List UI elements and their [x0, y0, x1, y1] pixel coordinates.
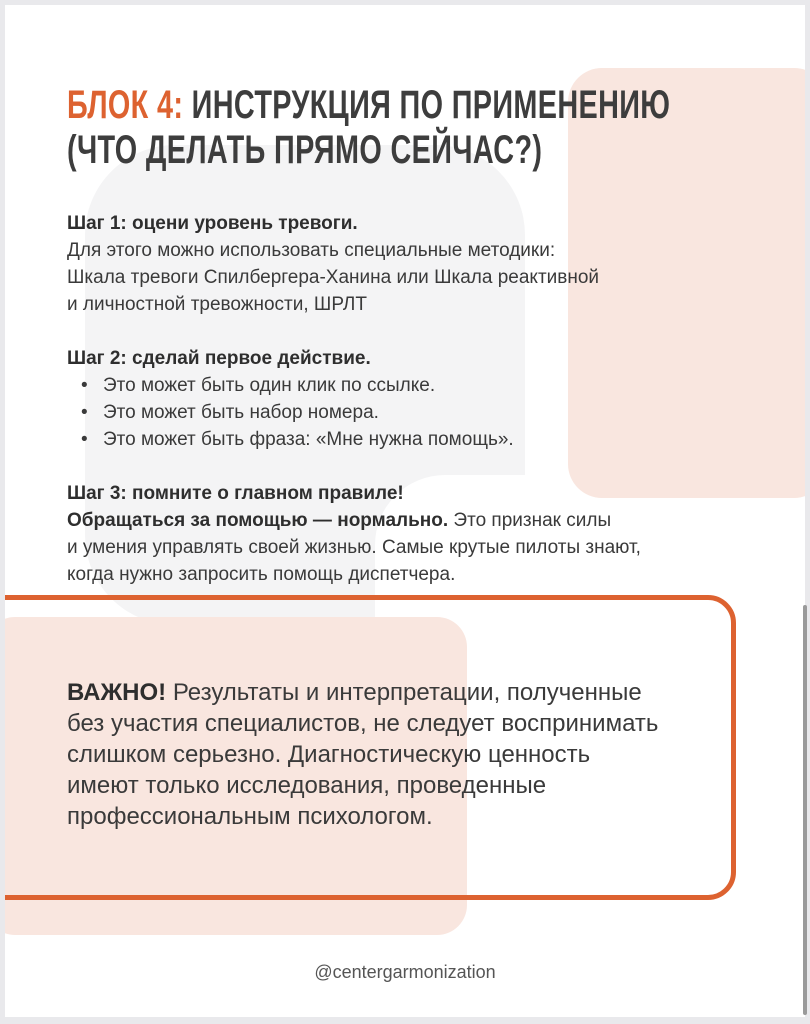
- step-3-heading: Шаг 3: помните о главном правиле!: [67, 483, 404, 504]
- important-line: Результаты и интерпретации, полученные: [166, 679, 642, 706]
- instructions: [67, 210, 737, 615]
- bullet-item: • Это может быть набор номера.: [103, 399, 737, 426]
- step-2-heading: Шаг 2: сделай первое действие.: [67, 348, 371, 369]
- step-2: [67, 345, 737, 453]
- important-line: имеют только исследования, проведенные: [67, 772, 547, 799]
- page-title: [67, 83, 670, 173]
- step-1: [67, 210, 737, 318]
- social-handle: @centergarmonization: [314, 962, 496, 982]
- bullet-item: • Это может быть один клик по ссылке.: [103, 372, 737, 399]
- important-line: без участия специалистов, не следует воспринимать: [67, 710, 659, 737]
- step-1-line: Шкала тревоги Спилбергера-Ханина или Шкала реактивной: [67, 267, 600, 288]
- step-2-bullets: [67, 372, 737, 453]
- title-line2: (ЧТО ДЕЛАТЬ ПРЯМО СЕЙЧАС?): [67, 128, 543, 172]
- step-1-heading: Шаг 1: оцени уровень тревоги.: [67, 213, 358, 234]
- scrollbar[interactable]: [803, 605, 807, 1015]
- step-3-text: Это признак силы: [448, 510, 612, 531]
- title-line1: ИНСТРУКЦИЯ ПО ПРИМЕНЕНИЮ: [183, 83, 671, 127]
- bullet-item: • Это может быть фраза: «Мне нужна помощь».: [103, 426, 737, 453]
- step-3: [67, 480, 737, 588]
- page: [5, 5, 805, 1017]
- step-3-line: когда нужно запросить помощь диспетчера.: [67, 564, 456, 585]
- important-note: [67, 677, 727, 832]
- important-label: ВАЖНО!: [67, 679, 167, 706]
- step-3-bold: Обращаться за помощью — нормально.: [67, 510, 449, 531]
- step-1-line: Для этого можно использовать специальные методики:: [67, 240, 556, 261]
- title-accent: БЛОК 4:: [67, 83, 184, 127]
- important-line: профессиональным психологом.: [67, 803, 433, 830]
- important-line: слишком серьезно. Диагностическую ценность: [67, 741, 591, 768]
- step-1-line: и личностной тревожности, ШРЛТ: [67, 294, 368, 315]
- step-3-line: и умения управлять своей жизнью. Самые крутые пилоты знают,: [67, 537, 641, 558]
